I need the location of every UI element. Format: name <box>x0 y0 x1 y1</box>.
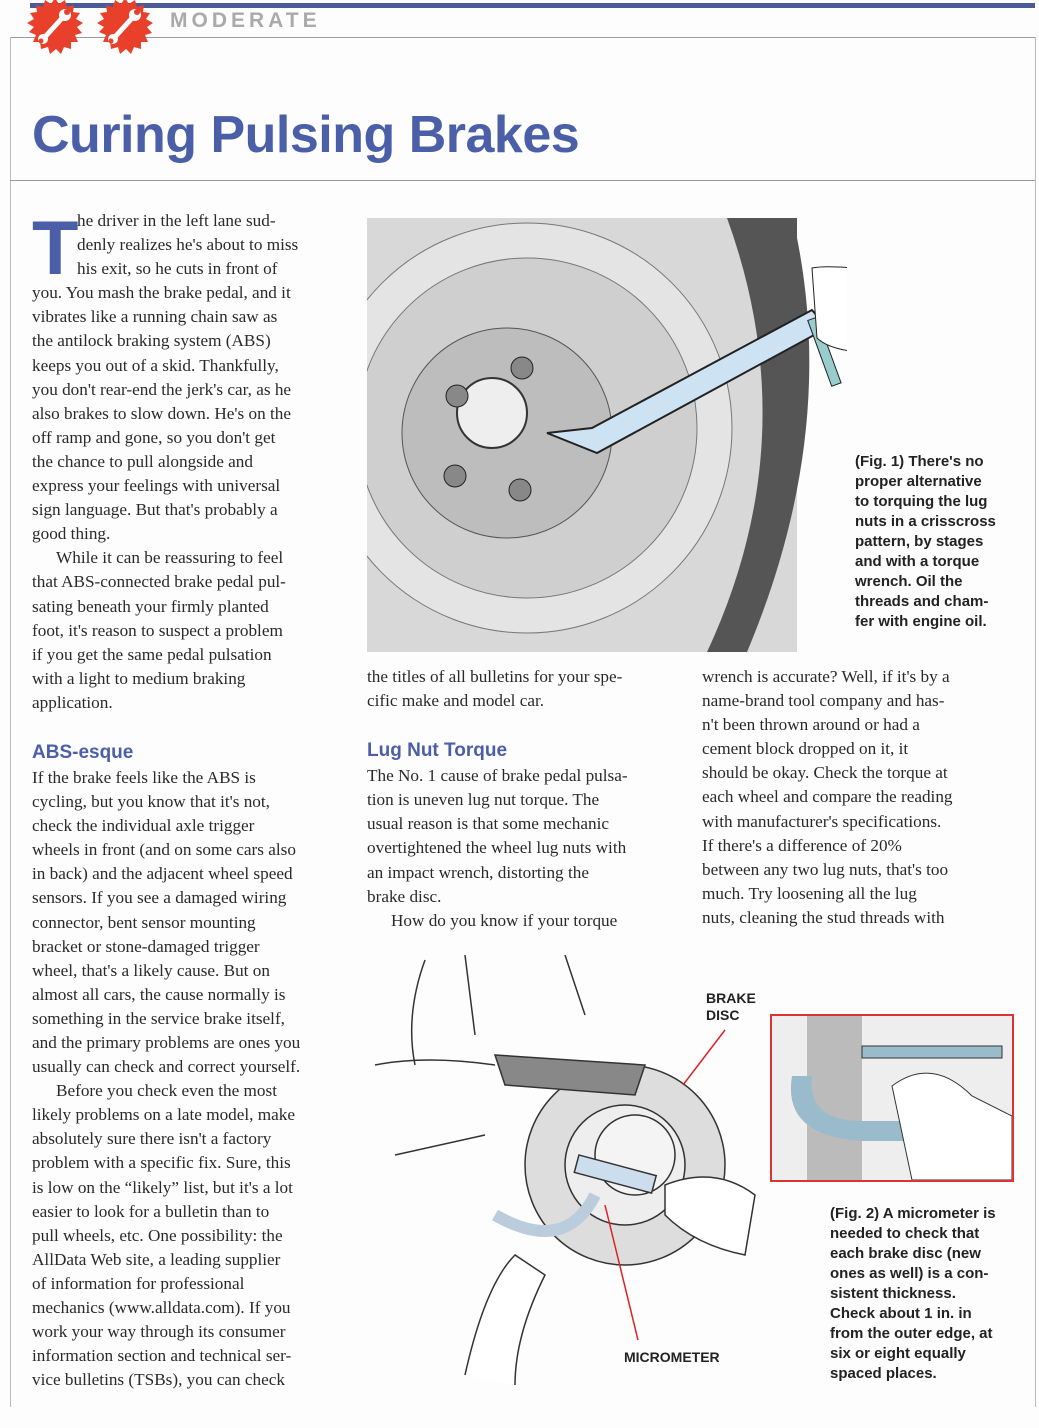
divider <box>10 37 11 1407</box>
text-line: almost all cars, the cause normally is <box>32 984 286 1004</box>
caption-line: threads and cham- <box>855 593 989 610</box>
text-line: easier to look for a bulletin than to <box>32 1201 270 1221</box>
text-line: each wheel and compare the reading <box>702 787 953 807</box>
difficulty-level: MODERATE <box>170 9 321 32</box>
wrench-badge-icon <box>97 0 153 54</box>
text-line: that ABS-connected brake pedal pul- <box>32 572 286 592</box>
caption-line: each brake disc (new <box>830 1245 981 1262</box>
subhead-abs-esque: ABS-esque <box>32 741 134 763</box>
text-line: denly realizes he's about to miss <box>77 235 299 255</box>
text-line: cement block dropped on it, it <box>702 739 909 759</box>
text-line: much. Try loosening all the lug <box>702 883 917 903</box>
text-line: overtightened the wheel lug nuts with <box>367 838 627 858</box>
text-line: If the brake feels like the ABS is <box>32 767 256 787</box>
label-line: BRAKE <box>706 990 756 1006</box>
text-line: connector, bent sensor mounting <box>32 912 256 932</box>
left-column <box>32 206 347 1392</box>
drop-cap: T <box>32 206 79 291</box>
caption-line: nuts in a crisscross <box>855 513 996 530</box>
divider <box>1035 37 1036 1407</box>
text-line: the antilock braking system (ABS) <box>32 331 271 351</box>
text-line: cycling, but you know that it's not, <box>32 792 270 812</box>
text-line: you don't rear-end the jerk's car, as he <box>32 379 292 399</box>
text-line: check the individual axle trigger <box>32 816 255 836</box>
text-line: The No. 1 cause of brake pedal pulsa- <box>367 766 628 786</box>
text-line: wheels in front (and on some cars also <box>32 840 296 860</box>
text-line: vibrates like a running chain saw as <box>32 307 278 327</box>
text-line: problem with a specific fix. Sure, this <box>32 1153 291 1173</box>
text-line: sating beneath your firmly planted <box>32 596 269 616</box>
text-line: mechanics (www.alldata.com). If you <box>32 1298 291 1318</box>
text-line: wheel, that's a likely cause. But on <box>32 960 270 980</box>
text-line: n't been thrown around or had a <box>702 715 920 735</box>
text-line: bracket or stone-damaged trigger <box>32 936 260 956</box>
text-line: good thing. <box>32 524 111 544</box>
text-line: tion is uneven lug nut torque. The <box>367 790 600 810</box>
text-line: wrench is accurate? Well, if it's by a <box>702 667 950 686</box>
text-line: with manufacturer's specifications. <box>702 811 942 831</box>
divider <box>10 180 1035 181</box>
caption-line: to torquing the lug <box>855 493 988 510</box>
fig2-caption <box>830 1204 996 1384</box>
text-line: likely problems on a late model, make <box>32 1105 295 1125</box>
fig1-caption <box>855 452 996 632</box>
text-line: brake disc. <box>367 886 442 906</box>
text-line: sign language. But that's probably a <box>32 500 278 520</box>
text-line: Before you check even the most <box>56 1081 277 1101</box>
caption-line: ones as well) is a con- <box>830 1265 989 1282</box>
subhead-lug-nut-torque: Lug Nut Torque <box>367 740 508 762</box>
text-line: name-brand tool company and has- <box>702 691 945 711</box>
caption-line: and with a torque <box>855 553 980 570</box>
label-micrometer: MICROMETER <box>624 1349 720 1365</box>
caption-line: sistent thickness. <box>830 1285 956 1302</box>
text-line: off ramp and gone, so you don't get <box>32 427 276 447</box>
text-line: and the primary problems are ones you <box>32 1033 301 1052</box>
text-line: AllData Web site, a leading supplier <box>32 1249 281 1269</box>
text-line: express your feelings with universal <box>32 476 281 496</box>
caption-line: proper alternative <box>855 473 982 490</box>
caption-line: needed to check that <box>830 1225 980 1242</box>
text-line: sensors. If you see a damaged wiring <box>32 888 287 908</box>
text-line: keeps you out of a skid. Thankfully, <box>32 355 279 375</box>
caption-line: from the outer edge, at <box>830 1325 993 1342</box>
text-line: also brakes to slow down. He's on the <box>32 403 291 423</box>
text-line: How do you know if your torque <box>391 910 618 930</box>
text-line: between any two lug nuts, that's too <box>702 859 949 879</box>
caption-line: fer with engine oil. <box>855 613 987 630</box>
text-line: cific make and model car. <box>367 691 545 711</box>
text-line: he driver in the left lane sud- <box>77 211 276 230</box>
right-column <box>702 665 1017 930</box>
text-line: the chance to pull alongside and <box>32 451 253 471</box>
text-line: the titles of all bulletins for your spe- <box>367 667 623 686</box>
text-line: is low on the “likely” list, but it's a lot <box>32 1177 293 1197</box>
text-line: application. <box>32 692 113 712</box>
caption-line: (Fig. 2) A micrometer is <box>830 1205 996 1222</box>
text-line: pull wheels, etc. One possibility: the <box>32 1225 283 1245</box>
caption-line: Check about 1 in. in <box>830 1305 972 1322</box>
text-line: of information for professional <box>32 1273 245 1293</box>
text-line: nuts, cleaning the stud threads with <box>702 907 945 927</box>
divider <box>10 37 1035 38</box>
text-line: If there's a difference of 20% <box>702 835 902 855</box>
middle-column <box>367 665 682 933</box>
label-brake-disc <box>706 990 756 1024</box>
header-bar <box>30 3 1035 8</box>
fig1-torque-wrench-illustration <box>367 218 847 652</box>
text-line: his exit, so he cuts in front of <box>77 259 278 279</box>
label-line: DISC <box>706 1007 740 1023</box>
text-line: usual reason is that some mechanic <box>367 814 609 834</box>
caption-line: spaced places. <box>830 1365 937 1382</box>
text-line: foot, it's reason to suspect a problem <box>32 620 283 640</box>
text-line: if you get the same pedal pulsation <box>32 644 272 664</box>
text-line: absolutely sure there isn't a factory <box>32 1129 272 1149</box>
text-line: you. You mash the brake pedal, and it <box>32 283 291 303</box>
fig2-inset-closeup <box>770 1014 1014 1182</box>
text-line: something in the service brake itself, <box>32 1008 285 1028</box>
text-line: should be okay. Check the torque at <box>702 763 948 783</box>
fig2-micrometer-illustration <box>365 955 765 1385</box>
article-title: Curing Pulsing Brakes <box>32 106 580 164</box>
text-line: vice bulletins (TSBs), you can check <box>32 1370 285 1390</box>
caption-line: pattern, by stages <box>855 533 984 550</box>
text-line: in back) and the adjacent wheel speed <box>32 864 293 884</box>
text-line: information section and technical ser- <box>32 1346 292 1366</box>
text-line: work your way through its consumer <box>32 1322 286 1342</box>
caption-line: wrench. Oil the <box>855 573 963 590</box>
text-line: with a light to medium braking <box>32 668 246 688</box>
text-line: an impact wrench, distorting the <box>367 862 589 882</box>
caption-line: six or eight equally <box>830 1345 966 1362</box>
wrench-badge-icon <box>27 0 83 54</box>
text-line: usually can check and correct yourself. <box>32 1057 301 1077</box>
text-line: While it can be reassuring to feel <box>56 548 284 568</box>
caption-line: (Fig. 1) There's no <box>855 453 984 470</box>
